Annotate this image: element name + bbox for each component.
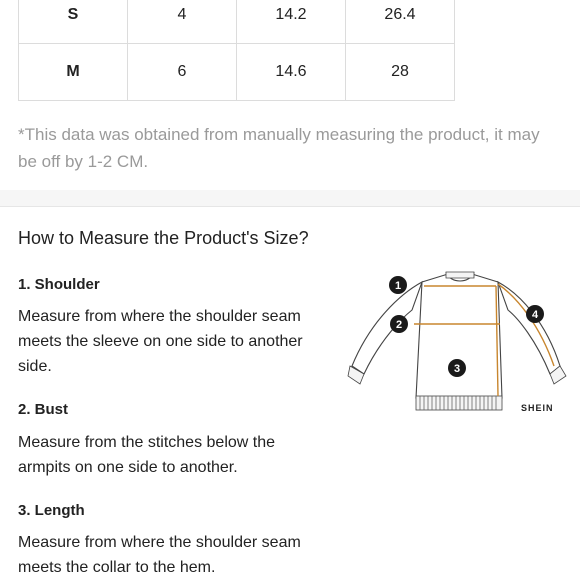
sweater-icon	[352, 272, 560, 398]
size-cell: S	[19, 0, 128, 44]
marker-4	[526, 305, 544, 323]
marker-1	[389, 276, 407, 294]
size-table	[18, 0, 455, 101]
marker-3	[448, 359, 466, 377]
size-cell: M	[19, 44, 128, 101]
sweater-measurement-illustration	[340, 262, 580, 422]
step-desc-bust: Measure from the stitches below the armpits on one side to another.	[18, 434, 276, 476]
table-cell: 14.6	[237, 44, 346, 101]
table-cell: 6	[128, 44, 237, 101]
step-desc-shoulder: Measure from where the shoulder seam meets the sleeve on one side to another side.	[18, 308, 303, 375]
step-title-bust: 2. Bust	[18, 401, 69, 418]
svg-text:3: 3	[453, 363, 461, 375]
svg-text:4: 4	[531, 309, 539, 321]
step-desc-length: Measure from where the shoulder seam meets the collar to the hem.	[18, 534, 301, 576]
marker-2	[390, 315, 408, 333]
section-divider	[0, 190, 580, 207]
table-cell: 26.4	[346, 0, 455, 44]
step-title-length: 3. Length	[18, 502, 85, 519]
step-title-shoulder: 1. Shoulder	[18, 276, 100, 293]
svg-text:2: 2	[395, 319, 403, 331]
table-cell: 4	[128, 0, 237, 44]
measurement-disclaimer: *This data was obtained from manually measuring the product, it may be off by 1-2 CM.	[18, 125, 540, 171]
svg-text:1: 1	[394, 280, 402, 292]
table-row	[19, 44, 455, 101]
table-cell: 14.2	[237, 0, 346, 44]
table-cell: 28	[346, 44, 455, 101]
measure-guide-title: How to Measure the Product's Size?	[18, 228, 309, 248]
table-row	[19, 0, 455, 44]
brand-logo: SHEIN	[521, 403, 554, 413]
